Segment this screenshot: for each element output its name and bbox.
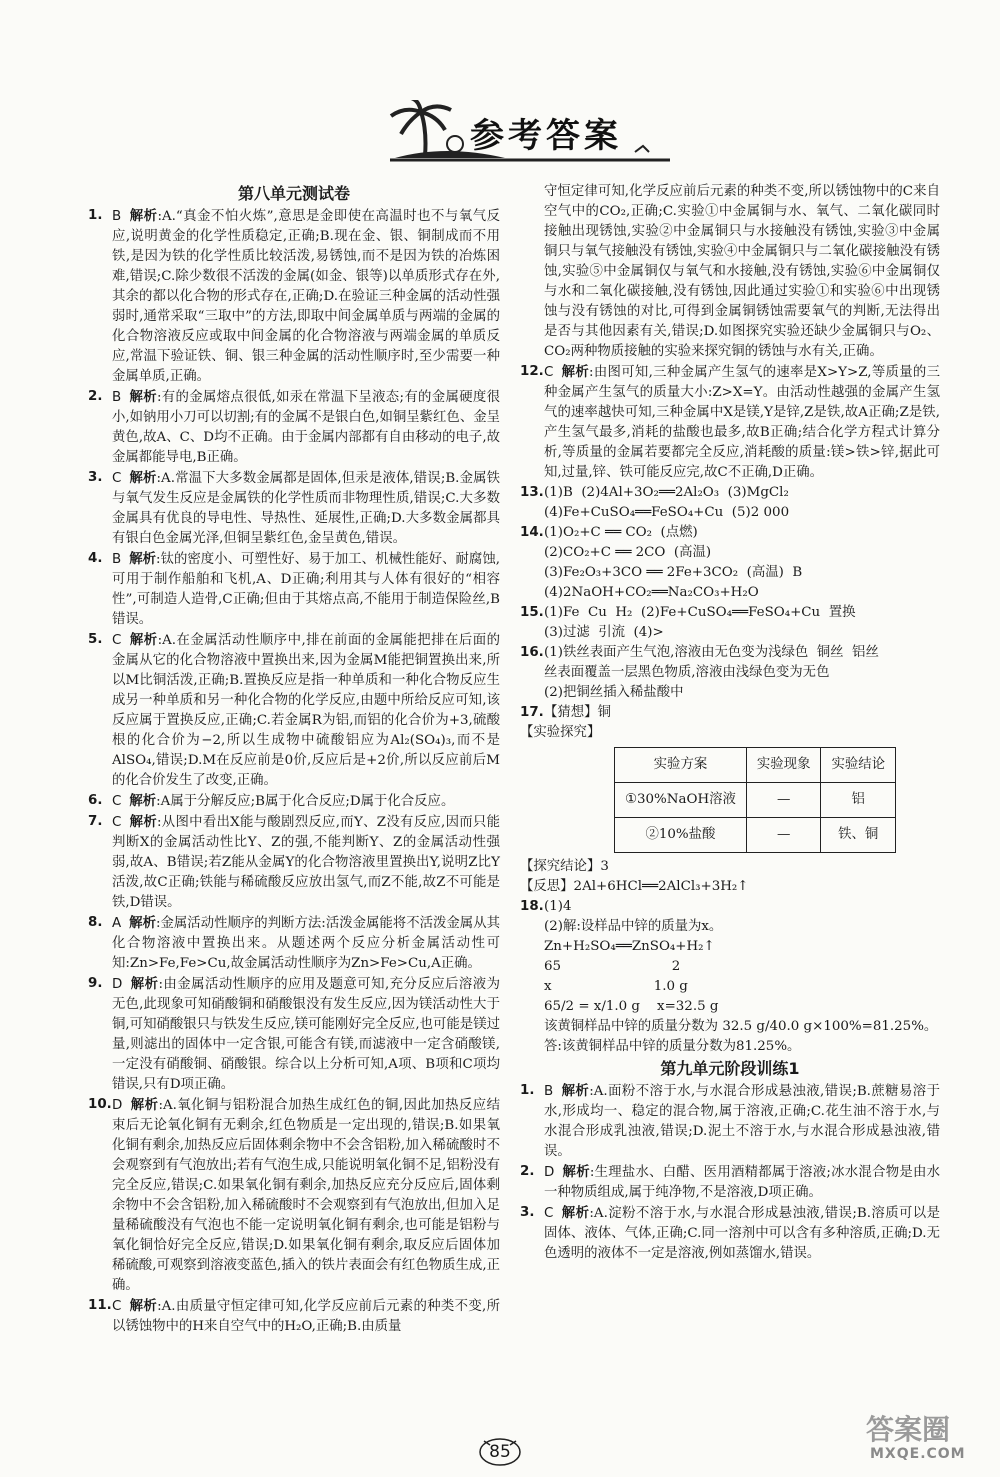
answer-16: 16. (1)铁丝表面产生气泡,溶液由无色变为浅绿色 铜丝 铝丝 丝表面覆盖一层黑色物质,溶液由浅绿色变为无色 (2)把铜丝插入稀盐酸中 bbox=[520, 643, 940, 703]
table-header: 实验现象 bbox=[746, 748, 821, 783]
analysis-label: 解析 bbox=[129, 793, 157, 809]
analysis-label: 解析 bbox=[130, 1097, 159, 1113]
answer-item bbox=[88, 387, 500, 468]
table-row: ①30%NaOH溶液 — 铝 bbox=[615, 783, 896, 818]
analysis-label: 解析 bbox=[130, 976, 159, 992]
analysis-text: :金属活动性顺序的判断方法:活泼金属能将不活泼金属从其化合物溶液中置换出来。从题述两个反应分析金属活动性可知:Zn>Fe,Fe>Cu,故金属活动性顺序为Zn>Fe>Cu,A正确。 bbox=[112, 916, 500, 971]
answer-choice: D bbox=[112, 977, 123, 992]
analysis-text: :A.由质量守恒定律可知,化学反应前后元素的种类不变,所以锈蚀物中的H来自空气中的H₂O,正确;B.由质量 bbox=[112, 1299, 501, 1334]
unit9-answer-list bbox=[520, 1081, 940, 1264]
q18-line: 65/2 = x/1.0 g x=32.5 g bbox=[544, 999, 719, 1014]
analysis-label: 解析 bbox=[561, 364, 590, 380]
q17-guess: 【猜想】铜 bbox=[544, 705, 611, 720]
q18-line: 65 2 bbox=[544, 959, 681, 974]
answer-17: 17. 【猜想】铜 bbox=[520, 703, 940, 723]
q18-line: Zn+H₂SO₄══ZnSO₄+H₂↑ bbox=[544, 939, 715, 954]
q18-line: x 1.0 g bbox=[544, 979, 688, 994]
analysis-text: :从图中看出X能与酸剧烈反应,而Y、Z没有反应,因而只能判断X的金属活动性比Y、Z的强,不能判断Y、Z的金属活动性强弱,故A、B错误;若Z能从金属Y的化合物溶液里置换出Y,说明Z比Y活泼,故C正确;铁能与稀硫酸反应放出氢气,而Z不能,故Z不可能是铁,D错误。 bbox=[112, 815, 500, 910]
answer-number: 8. bbox=[88, 915, 103, 930]
answer-18: 18. (1)4 (2)解:设样品中锌的质量为x。 Zn+H₂SO₄══ZnSO₄+H₂↑ 65 2 x 1.0 g 65/2 = x/1.0 g x=32.5 g 该黄铜样品中锌的质量分数为 32.5 g/40.0 g×100%=81.25%。 答:该黄铜样品中锌的质量分数为81.25%。 bbox=[520, 897, 940, 1057]
q15-line: (3)过滤 引流 (4)> bbox=[544, 625, 664, 640]
section-title-unit9: 第九单元阶段训练1 bbox=[660, 1059, 800, 1078]
answer-item bbox=[88, 812, 500, 913]
answer-item bbox=[88, 1296, 500, 1337]
page-number: 85 bbox=[476, 1436, 524, 1466]
unit8-answer-list bbox=[88, 206, 500, 1337]
banner-title: 参考答案 bbox=[470, 116, 622, 156]
analysis-text: :A属于分解反应;B属于化合反应;D属于化合反应。 bbox=[156, 794, 455, 809]
answer-choice: C bbox=[544, 1206, 554, 1221]
analysis-label: 解析 bbox=[129, 632, 158, 648]
answer-item bbox=[88, 974, 500, 1095]
answer-choice: B bbox=[112, 552, 122, 567]
answer-choice: C bbox=[112, 471, 122, 486]
answer-number: 6. bbox=[88, 793, 103, 808]
q14-line: (1)O₂+C ══ CO₂ (点燃) bbox=[544, 525, 698, 540]
answer-choice: C bbox=[112, 794, 122, 809]
answer-choice: C bbox=[112, 1299, 122, 1314]
table-header: 实验结论 bbox=[821, 748, 896, 783]
analysis-text: :钛的密度小、可塑性好、易于加工、机械性能好、耐腐蚀,可用于制作船舶和飞机,A、D正确;利用其与人体有很好的“相容性”,可制造人造骨,C正确;但由于其熔点高,不能用于制造保险丝,B错误。 bbox=[112, 552, 500, 627]
answer-choice: D bbox=[112, 1098, 123, 1113]
analysis-text: :A.淀粉不溶于水,与水混合形成悬浊液,错误;B.溶质可以是固体、液体、气体,正确;C.同一溶剂中可以含有多种溶质,正确;D.无色透明的液体不一定是溶液,例如蒸馏水,错误。 bbox=[544, 1206, 941, 1261]
q14-line: (2)CO₂+C ══ 2CO (高温) bbox=[544, 545, 712, 560]
answer-item bbox=[520, 362, 940, 483]
q11-continuation: 守恒定律可知,化学反应前后元素的种类不变,所以锈蚀物中的C来自空气中的CO₂,正确;C.实验①中金属铜与水、氧气、二氧化碳同时接触出现锈蚀,实验②中金属铜只与水接触没有锈蚀,实验③中金属铜只与氧气接触没有锈蚀,实验④中金属铜只与二氧化碳接触没有锈蚀,实验⑤中金属铜仅与氧气和水接触,没有锈蚀,实验⑥中金属铜仅与水和二氧化碳接触,没有锈蚀,因此通过实验①和实验⑥中出现锈蚀与没有锈蚀的对比,可得到金属铜锈蚀需要氧气的判断,无法得出是否与其他因素有关,错误;D.如图探究实验还缺少金属铜只与O₂、CO₂两种物质接触的实验来探究铜的锈蚀与水有关,正确。 bbox=[544, 184, 940, 359]
analysis-text: :由图可知,三种金属产生氢气的速率是X>Y>Z,等质量的三种金属产生氢气的质量大小:Z>X=Y。由活动性越强的金属产生氢气的速率越快可知,三种金属中X是镁,Y是锌,Z是铁,故A正确;Z是铁,产生氢气最多,消耗的盐酸也最多,故B正确;结合化学方程式计算分析,等质量的金属若要都完全反应,消耗酸的质量:镁>铁>锌,据此可知,过量,锌、铁可能反应完,故C不正确,D正确。 bbox=[544, 365, 941, 480]
left-column bbox=[88, 182, 500, 1337]
analysis-label: 解析 bbox=[562, 1164, 590, 1180]
table-header: 实验方案 bbox=[615, 748, 747, 783]
answer-14: 14. (1)O₂+C ══ CO₂ (点燃) (2)CO₂+C ══ 2CO (高温) (3)Fe₂O₃+3CO ══ 2Fe+3CO₂ (高温) B (4)2NaOH+CO₂══Na₂CO₃+H₂O bbox=[520, 523, 940, 603]
answer-number: 2. bbox=[88, 389, 103, 404]
answer-number: 7. bbox=[88, 814, 103, 829]
answer-choice: A bbox=[112, 916, 122, 931]
answer-item bbox=[88, 913, 500, 974]
answer-number: 12. bbox=[520, 364, 544, 379]
answer-item bbox=[520, 1081, 940, 1162]
q18-line: 答:该黄铜样品中锌的质量分数为81.25%。 bbox=[544, 1039, 801, 1054]
q16-line: (1)铁丝表面产生气泡,溶液由无色变为浅绿色 铜丝 铝丝 bbox=[544, 645, 879, 660]
analysis-label: 解析 bbox=[561, 1083, 590, 1099]
analysis-label: 解析 bbox=[129, 915, 156, 931]
analysis-label: 解析 bbox=[129, 208, 158, 224]
watermark-site: MXQE.COM bbox=[870, 1446, 966, 1462]
analysis-label: 解析 bbox=[129, 470, 157, 486]
watermark-logo: 答案圈 bbox=[866, 1413, 951, 1446]
answer-number: 11. bbox=[88, 1298, 112, 1313]
answer-item bbox=[88, 206, 500, 387]
answer-choice: D bbox=[544, 1165, 555, 1180]
answer-item bbox=[88, 630, 500, 791]
analysis-text: :A.面粉不溶于水,与水混合形成悬浊液,错误;B.蔗糖易溶于水,形成均一、稳定的混合物,属于溶液,正确;C.花生油不溶于水,与水混合形成乳浊液,错误;D.泥土不溶于水,与水混合形成悬浊液,错误。 bbox=[544, 1084, 941, 1159]
answer-item bbox=[88, 549, 500, 630]
analysis-text: :生理盐水、白醋、医用酒精都属于溶液;冰水混合物是由水一种物质组成,属于纯净物,不是溶液,D项正确。 bbox=[544, 1165, 941, 1200]
right-column bbox=[520, 182, 940, 1264]
answer-number: 9. bbox=[88, 976, 103, 991]
answer-number: 1. bbox=[520, 1083, 535, 1098]
table-row: ②10%盐酸 — 铁、铜 bbox=[615, 818, 896, 853]
experiment-table bbox=[614, 747, 896, 853]
answer-number: 4. bbox=[88, 551, 103, 566]
analysis-label: 解析 bbox=[129, 551, 157, 567]
q14-line: (4)2NaOH+CO₂══Na₂CO₃+H₂O bbox=[544, 585, 759, 600]
answer-choice: B bbox=[544, 1084, 554, 1099]
analysis-label: 解析 bbox=[561, 1205, 590, 1221]
answer-item bbox=[520, 1203, 940, 1264]
analysis-label: 解析 bbox=[129, 814, 157, 830]
answer-choice: C bbox=[112, 633, 122, 648]
answer-number: 2. bbox=[520, 1164, 535, 1179]
answer-item bbox=[88, 468, 500, 549]
analysis-text: :A.“真金不怕火炼”,意思是金即使在高温时也不与氧气反应,说明黄金的化学性质稳定,正确;B.现在金、银、铜制成而不用铁,是因为铁的化学性质比较活泼,易锈蚀,而不是因为铁的冶炼困难,错误;C.除少数很不活泼的金属(如金、银等)以单质形式存在外,其余的都以化合物的形式存在,正确;D.在验证三种金属的活动性强弱时,通常采取“三取中”的方法,即取中间金属单质与两端的金属的化合物溶液反应或取中间金属的化合物溶液与两端金属的单质反应,常温下验证铁、铜、银三种金属的活动性顺序时,至少需要一种金属单质,正确。 bbox=[112, 209, 501, 384]
q15-line: (1)Fe Cu H₂ (2)Fe+CuSO₄══FeSO₄+Cu 置换 bbox=[544, 605, 856, 620]
q17-explore: 【实验探究】 bbox=[520, 725, 601, 740]
answer-number: 10. bbox=[88, 1097, 112, 1112]
q14-line: (3)Fe₂O₃+3CO ══ 2Fe+3CO₂ (高温) B bbox=[544, 565, 803, 580]
q17-reflection: 【反思】2Al+6HCl══2AlCl₃+3H₂↑ bbox=[520, 879, 749, 894]
answer-choice: C bbox=[544, 365, 554, 380]
q17-conclusion: 【探究结论】3 bbox=[520, 859, 609, 874]
section-title-unit8: 第八单元测试卷 bbox=[237, 184, 350, 203]
answer-choice: C bbox=[112, 815, 122, 830]
answer-choice: B bbox=[112, 209, 122, 224]
answer-choice: B bbox=[112, 390, 122, 405]
analysis-text: :由金属活动性顺序的应用及题意可知,充分反应后溶液为无色,此现象可知硝酸铜和硝酸银没有发生反应,因为镁活动性大于铜,可知硝酸银只与铁发生反应,镁可能刚好完全反应,也可能是镁过量,则滤出的固体中一定含银,可能含有镁,而滤液中一定含硝酸镁,一定没有硝酸铜、硝酸银。综合以上分析可知,A项、B项和C项均错误,只有D项正确。 bbox=[112, 977, 500, 1092]
q16-line: (2)把铜丝插入稀盐酸中 bbox=[544, 685, 684, 700]
analysis-text: :A.常温下大多数金属都是固体,但汞是液体,错误;B.金属铁与氧气发生反应是金属铁的化学性质而非物理性质,错误;C.大多数金属具有优良的导电性、导热性、延展性,正确;D.大多数金属都具有银白色金属光泽,但铜呈紫红色,金呈黄色,错误。 bbox=[112, 471, 501, 546]
answer-12 bbox=[520, 362, 940, 483]
answer-15: 15. (1)Fe Cu H₂ (2)Fe+CuSO₄══FeSO₄+Cu 置换 (3)过滤 引流 (4)> bbox=[520, 603, 940, 643]
analysis-text: :A.在金属活动性顺序中,排在前面的金属能把排在后面的金属从它的化合物溶液中置换出来,因为金属M能把铜置换出来,所以M比铜活泼,正确;B.置换反应是指一种单质和一种化合物反应生成另一种单质和另一种化合物的化学反应,由题中所给反应可知,该反应属于置换反应,正确;C.若金属R为铝,而铝的化合价为+3,硫酸根的化合价为−2,所以生成物中硫酸铝应为Al₂(SO₄)₃,而不是AlSO₄,错误;D.M在反应前是0价,反应后是+2价,所以反应前后M的化合价发生了改变,正确。 bbox=[112, 633, 500, 788]
analysis-text: :A.氧化铜与铝粉混合加热生成红色的铜,因此加热反应结束后无论氧化铜有无剩余,红色物质是一定出现的,错误;B.如果氧化铜有剩余,加热反应后固体剩余物中不会含铝粉,加入稀硫酸时不会观察到有气泡放出;若有气泡生成,只能说明氧化铜不足,铝粉没有完全反应,错误;C.如果氧化铜有剩余,加热反应充分反应后,固体剩余物中不会含铝粉,加入稀硫酸时不会观察到有气泡放出,但加入足量稀硫酸没有气泡也不能一定说明氧化铜有剩余,也可能是铝粉与氧化铜恰好完全反应,错误;D.如果氧化铜有剩余,取反应后固体加稀硫酸,可观察到溶液变蓝色,插入的铁片表面会有红色物质生成,正确。 bbox=[112, 1098, 500, 1293]
answer-number: 5. bbox=[88, 632, 103, 647]
analysis-label: 解析 bbox=[129, 389, 157, 405]
q18-line: (1)4 bbox=[544, 899, 572, 914]
q13-line: (4)Fe+CuSO₄══FeSO₄+Cu (5)2 000 bbox=[544, 505, 790, 520]
answer-number: 3. bbox=[88, 470, 103, 485]
q18-line: 该黄铜样品中锌的质量分数为 32.5 g/40.0 g×100%=81.25%。 bbox=[544, 1019, 938, 1034]
answer-banner bbox=[385, 100, 675, 162]
answer-number: 1. bbox=[88, 208, 103, 223]
answer-item bbox=[88, 791, 500, 812]
answer-item bbox=[520, 1162, 940, 1203]
analysis-text: :有的金属熔点很低,如汞在常温下呈液态;有的金属硬度很小,如钠用小刀可以切割;有的金属不是银白色,如铜呈紫红色、金呈黄色,故A、C、D均不正确。由于金属内部都有自由移动的电子,故金属都能导电,B正确。 bbox=[112, 390, 501, 465]
q18-line: (2)解:设样品中锌的质量为x。 bbox=[544, 919, 723, 934]
answer-13: 13. (1)B (2)4Al+3O₂══2Al₂O₃ (3)MgCl₂ (4)Fe+CuSO₄══FeSO₄+Cu (5)2 000 bbox=[520, 483, 940, 523]
answer-number: 3. bbox=[520, 1205, 535, 1220]
q16-line: 丝表面覆盖一层黑色物质,溶液由浅绿色变为无色 bbox=[544, 665, 830, 680]
analysis-label: 解析 bbox=[129, 1298, 158, 1314]
q13-line: (1)B (2)4Al+3O₂══2Al₂O₃ (3)MgCl₂ bbox=[544, 485, 789, 500]
answer-item bbox=[88, 1095, 500, 1296]
